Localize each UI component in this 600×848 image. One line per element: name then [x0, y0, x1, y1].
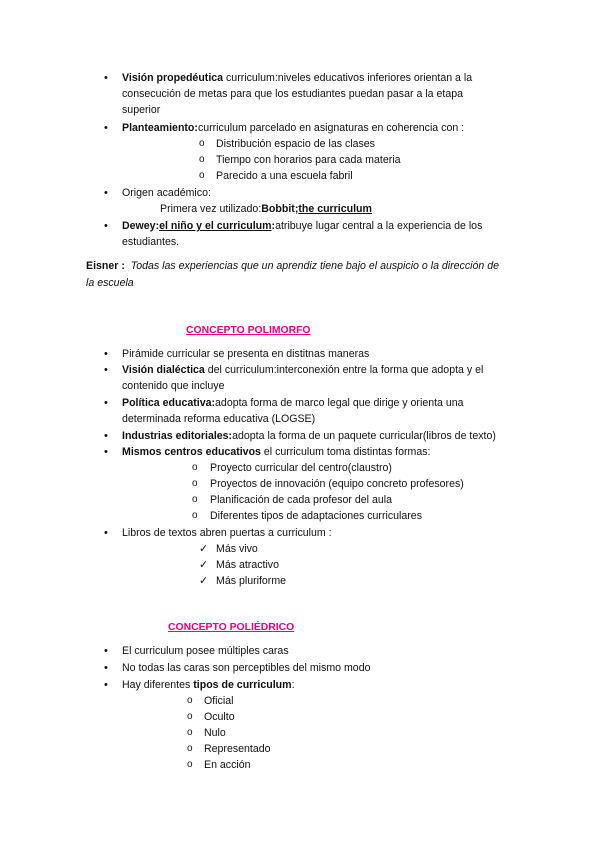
circle-bullet-icon: o [192, 510, 198, 521]
eisner-line1: Eisner : Todas las experiencias que un aprendiz tiene bajo el auspicio o la dirección de [86, 260, 500, 272]
bullet-icon: • [104, 364, 108, 376]
vision-propedeutica-line1: Visión propedéutica curriculum:niveles educativos inferiores orientan a la [122, 72, 473, 84]
circle-bullet-icon: o [199, 138, 205, 149]
origen-sub-line: Primera vez utilizado:Bobbit;the curriculum [160, 203, 372, 215]
list-item: Oficial [204, 695, 234, 707]
circle-bullet-icon: o [192, 478, 198, 489]
dewey-line2: estudiantes. [122, 236, 180, 248]
libros-line: Libros de textos abren puertas a curriculum : [122, 527, 332, 539]
circle-bullet-icon: o [199, 170, 205, 181]
bullet-icon: • [104, 645, 108, 657]
bullet-icon: • [104, 220, 108, 232]
bullet-icon: • [104, 662, 108, 674]
bullet-icon: • [104, 397, 108, 409]
tipos-curriculum-line: Hay diferentes tipos de curriculum: [122, 679, 295, 691]
eisner-line2: la escuela [86, 277, 134, 289]
list-item: Parecido a una escuela fabril [216, 170, 353, 182]
list-item: Oculto [204, 711, 235, 723]
bullet-icon: • [104, 446, 108, 458]
list-item: Proyecto curricular del centro(claustro) [210, 462, 392, 474]
industrias-line: Industrias editoriales:adopta la forma de un paquete curricular(libros de texto) [122, 430, 496, 442]
checkmark-icon: ✓ [199, 543, 209, 555]
circle-bullet-icon: o [192, 494, 198, 505]
circle-bullet-icon: o [199, 154, 205, 165]
planteamiento-line: Planteamiento:curriculum parcelado en asignaturas en coherencia con : [122, 122, 465, 134]
mismos-centros-line: Mismos centros educativos el curriculum toma distintas formas: [122, 446, 431, 458]
list-item: El curriculum posee múltiples caras [122, 645, 289, 657]
circle-bullet-icon: o [187, 695, 193, 706]
list-item: En acción [204, 759, 251, 771]
list-item: Tiempo con horarios para cada materia [216, 154, 401, 166]
bullet-icon: • [104, 348, 108, 360]
circle-bullet-icon: o [187, 743, 193, 754]
piramide-line: Pirámide curricular se presenta en distitnas maneras [122, 348, 370, 360]
bullet-icon: • [104, 72, 108, 84]
list-item: Planificación de cada profesor del aula [210, 494, 392, 506]
list-item: Más pluriforme [216, 575, 287, 587]
vision-propedeutica-line3: superior [122, 104, 161, 116]
bullet-icon: • [104, 527, 108, 539]
circle-bullet-icon: o [187, 727, 193, 738]
heading-concepto-poliedrico: CONCEPTO POLIÉDRICO [168, 622, 295, 633]
list-item: Distribución espacio de las clases [216, 138, 375, 150]
checkmark-icon: ✓ [199, 575, 209, 587]
bullet-icon: • [104, 430, 108, 442]
vision-propedeutica-line2: consecución de metas para que los estudiantes puedan pasar a la etapa [122, 88, 464, 100]
list-item: Representado [204, 743, 271, 755]
list-item: Más atractivo [216, 559, 279, 571]
heading-concepto-polimorfo: CONCEPTO POLIMORFO [186, 325, 311, 336]
bullet-icon: • [104, 679, 108, 691]
list-item: Nulo [204, 727, 226, 739]
list-item: Diferentes tipos de adaptaciones curriculares [210, 510, 422, 522]
circle-bullet-icon: o [187, 759, 193, 770]
politica-line2: determinada reforma educativa (LOGSE) [122, 413, 316, 425]
checkmark-icon: ✓ [199, 559, 209, 571]
bullet-icon: • [104, 187, 108, 199]
list-item: No todas las caras son perceptibles del mismo modo [122, 662, 371, 674]
circle-bullet-icon: o [192, 462, 198, 473]
list-item: Proyectos de innovación (equipo concreto profesores) [210, 478, 464, 490]
politica-line1: Política educativa:adopta forma de marco legal que dirige y orienta una [122, 397, 464, 409]
dewey-line1: Dewey:el niño y el curriculum:atribuye lugar central a la experiencia de los [122, 220, 483, 232]
circle-bullet-icon: o [187, 711, 193, 722]
bullet-icon: • [104, 122, 108, 134]
vision-dialectica-line2: contenido que incluye [122, 380, 225, 392]
origen-academico-line: Origen académico: [122, 187, 211, 199]
list-item: Más vivo [216, 543, 258, 555]
vision-dialectica-line1: Visión dialéctica del curriculum:interconexión entre la forma que adopta y el [122, 364, 484, 376]
